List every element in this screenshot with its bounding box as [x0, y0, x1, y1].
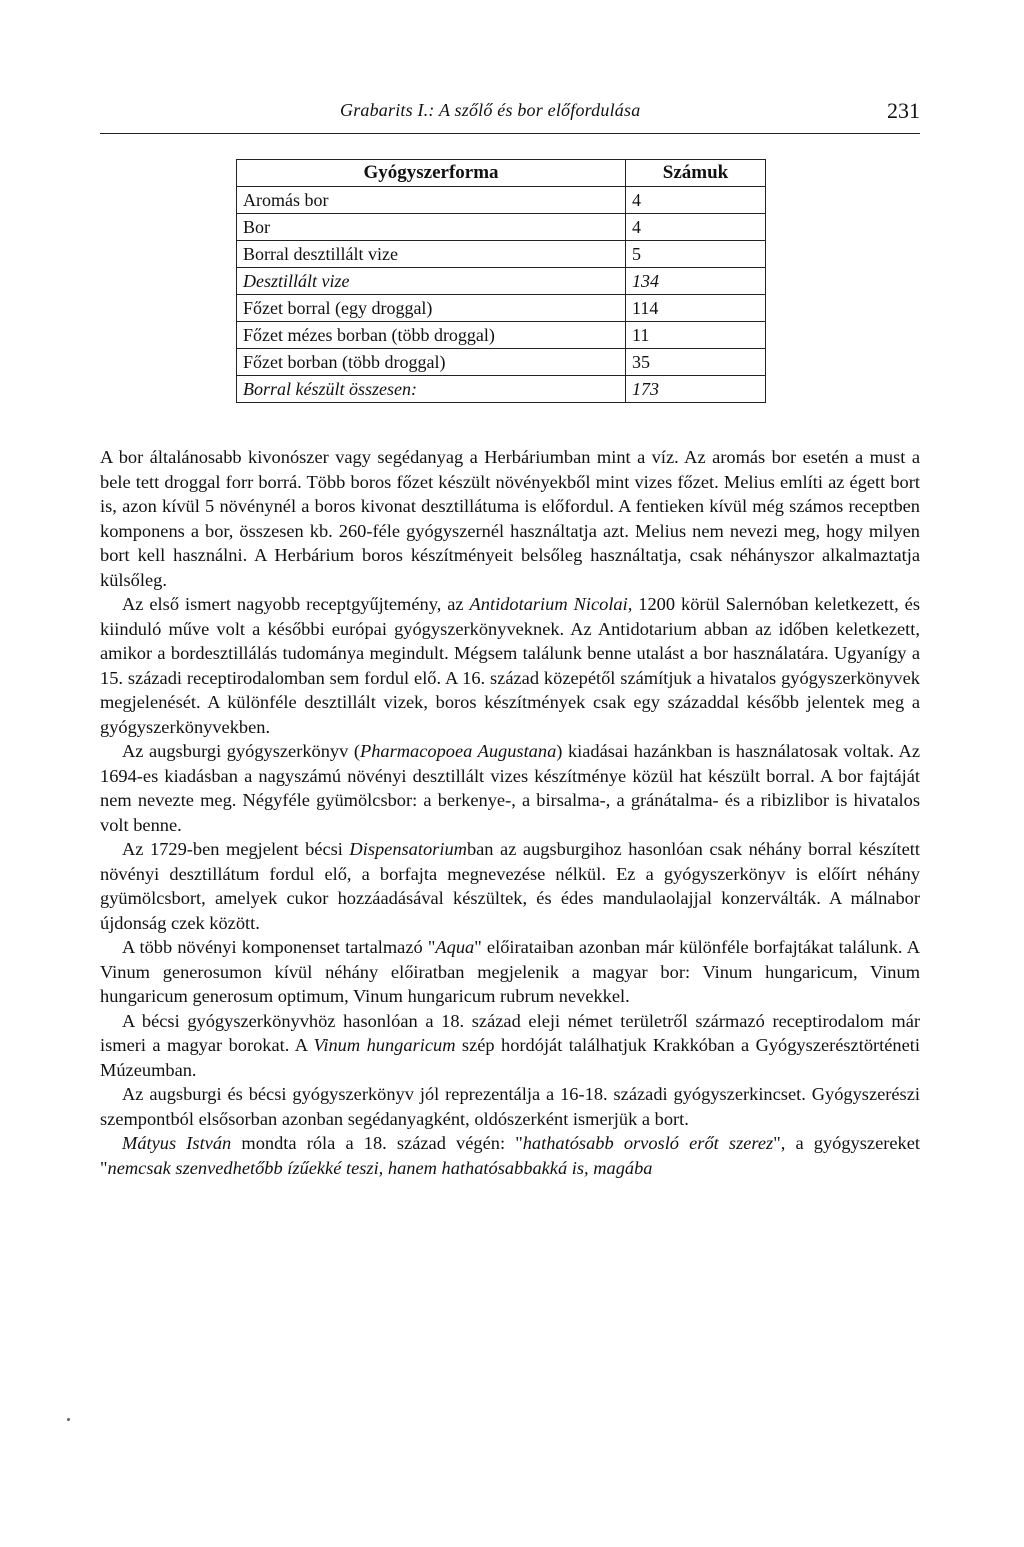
italic-segment: nemcsak szenvedhetőbb ízűekké teszi, hanem hathatósabbakká is, magába: [107, 1157, 653, 1178]
italic-segment: Antidotarium Nicolai,: [469, 594, 633, 614]
form-cell: Borral készült összesen:: [237, 376, 626, 403]
text-segment: mondta róla a 18. század végén: ": [231, 1133, 523, 1153]
column-header-form: Gyógyszerforma: [237, 160, 626, 187]
form-cell: Aromás bor: [237, 187, 626, 214]
text-segment: Az első ismert nagyobb receptgyűjtemény, az: [122, 594, 470, 614]
table-header-row: [237, 160, 766, 187]
text-segment: ) kiadásai hazánkban is használatosak voltak. Az 1694-es kiadásban a nagyszámú növényi desztillált vizes készítménye közül hat készült borral. A bor fajtáját nem nevezte meg. Négyféle gyümölcsbor: a berkenye-, a birsalma-, a gránátalma- és a ribizlibor is hivatalos volt benne.: [100, 741, 920, 835]
text-segment: ban az augsburgihoz hasonlóan csak néhány borral készített növényi desztillátum fordul elő, a borfajta megnevezése nélkül. Ez a gyógyszerkönyv is előírt néhány gyümölcsbort, amelyek cukor hozzáadásával készültek, és édes mandulaolajjal konzerválták. A málnabor újdonság czek között.: [100, 839, 920, 933]
form-cell: Bor: [237, 214, 626, 241]
text-segment: Az 1729-ben megjelent bécsi: [122, 839, 350, 859]
drug-form-table: [236, 159, 766, 403]
count-cell: 4: [626, 214, 766, 241]
text-segment: szép hordóját találhatjuk Krakkóban a Gyógyszerésztörténeti Múzeumban.: [100, 1035, 920, 1080]
italic-segment: Vinum hungaricum: [313, 1035, 456, 1055]
text-segment: A bécsi gyógyszerkönyvhöz hasonlóan a 18. század eleji német területről származó receptirodalom már ismeri a magyar borokat. A: [100, 1010, 920, 1055]
count-cell: 4: [626, 187, 766, 214]
paragraph: [100, 445, 920, 592]
paragraph: [100, 1082, 920, 1131]
table-row: [237, 376, 766, 403]
text-segment: A több növényi komponenset tartalmazó ": [122, 937, 436, 957]
form-cell: Desztillált vize: [237, 268, 626, 295]
count-cell: 35: [626, 349, 766, 376]
count-cell: 173: [626, 376, 766, 403]
table-row: [237, 295, 766, 322]
form-cell: Főzet borban (több droggal): [237, 349, 626, 376]
running-header: [100, 100, 920, 140]
page-number: 231: [887, 98, 920, 123]
form-cell: Borral desztillált vize: [237, 241, 626, 268]
italic-segment: Mátyus István: [122, 1133, 232, 1153]
paragraph: [100, 837, 920, 935]
form-cell: Főzet borral (egy droggal): [237, 295, 626, 322]
header-rule: [100, 133, 920, 134]
table-row: [237, 214, 766, 241]
column-header-count: Számuk: [626, 160, 766, 187]
count-cell: 134: [626, 268, 766, 295]
paragraph: [100, 1131, 920, 1180]
paragraph: [100, 1009, 920, 1083]
italic-segment: Aqua: [435, 937, 475, 957]
count-cell: 11: [626, 322, 766, 349]
table-row: [237, 187, 766, 214]
table-row: [237, 241, 766, 268]
form-cell: Főzet mézes borban (több droggal): [237, 322, 626, 349]
italic-segment: Pharmacopoea Augustana: [360, 741, 557, 761]
text-segment: A bor általánosabb kivonószer vagy segédanyag a Herbáriumban mint a víz. Az aromás bor esetén a must a bele tett droggal forr borrá. Több boros főzet készült növényekből mint vizes főzet. Melius említi az égett bort is, azon kívül 5 növénynél a boros kivonat desztillátuma is előfordul. A fentieken kívül még számos receptben komponens a bor, összesen kb. 260-féle gyógyszernél használtatja azt. Melius nem nevezi meg, hogy milyen bort kell használni. A Herbárium boros készítményeit belsőleg használtatja, csak néhányszor alkalmaztatja külsőleg.: [100, 447, 920, 590]
body-text: [100, 445, 920, 1180]
italic-segment: Dispensatorium: [349, 839, 467, 859]
table-row: [237, 322, 766, 349]
table-row: [237, 349, 766, 376]
running-title: Grabarits I.: A szőlő és bor előfordulása: [340, 100, 641, 120]
paragraph: [100, 935, 920, 1009]
paragraph: [100, 592, 920, 739]
text-segment: " előirataiban azonban már különféle borfajtákat találunk. A Vinum generosumon kívül néhány előiratban megjelenik a magyar bor: Vinum hungaricum, Vinum hungaricum generosum optimum, Vinum hungaricum rubrum nevekkel.: [100, 937, 920, 1006]
text-segment: Az augsburgi gyógyszerkönyv (: [122, 741, 360, 761]
scan-speck: [67, 1418, 70, 1421]
paragraph: [100, 739, 920, 837]
italic-segment: hathatósabb orvosló erőt szerez: [522, 1133, 774, 1153]
count-cell: 5: [626, 241, 766, 268]
text-segment: Az augsburgi és bécsi gyógyszerkönyv jól reprezentálja a 16-18. századi gyógyszerkincset. Gyógyszerészi szempontból elsősorban azonban segédanyagként, oldószerként ismerjük a bort.: [100, 1084, 920, 1129]
count-cell: 114: [626, 295, 766, 322]
table-row: [237, 268, 766, 295]
text-segment: ", a gyógyszereket ": [100, 1133, 920, 1178]
text-segment: 1200 körül Salernóban keletkezett, és kiinduló műve volt a későbbi európai gyógyszerkönyveknek. Az Antidotarium abban az időben keletkezett, amikor a bordesztillálás tudománya megindult. Mégsem találunk benne utalást a bor használatára. Ugyanígy a 15. századi receptirodalomban sem fordul elő. A 16. század közepétől számítjuk a hivatalos gyógyszerkönyvek megjelenését. A különféle desztillált vizek, boros készítmények csak egy századdal később jelentek meg a gyógyszerkönyvekben.: [100, 594, 920, 737]
